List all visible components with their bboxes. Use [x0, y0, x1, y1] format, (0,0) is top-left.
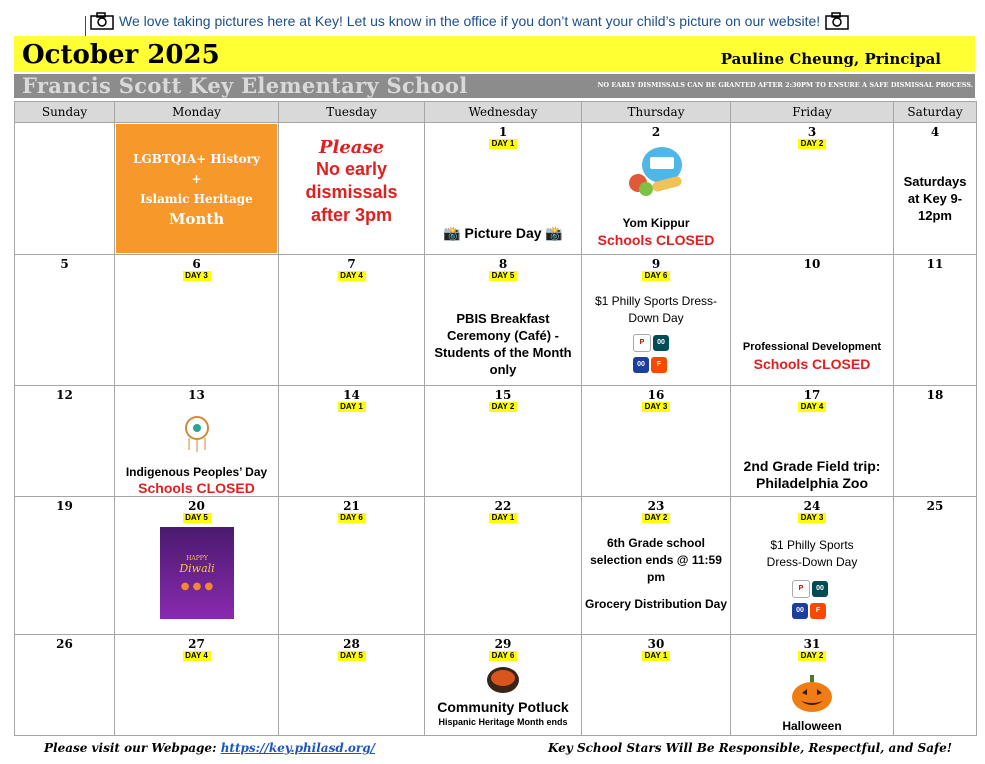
day-number: 31 [803, 637, 821, 651]
day-cycle-badge: DAY 6 [642, 271, 670, 281]
day-cell [15, 386, 115, 497]
weekday-header: Tuesday [279, 102, 425, 123]
potluck-pot-icon [485, 665, 521, 695]
day-number: 18 [926, 388, 944, 402]
day-cycle-badge: DAY 4 [798, 402, 826, 412]
event-text: Community Potluck [437, 699, 569, 715]
day-number: 15 [494, 388, 512, 402]
principal-name: Pauline Cheung, Principal [720, 50, 941, 68]
day-cell [115, 386, 279, 497]
day-number: 25 [926, 499, 944, 513]
day-cell [582, 386, 731, 497]
camera-icon [824, 11, 850, 31]
day-number: 4 [930, 125, 940, 139]
day-cycle-badge: DAY 2 [489, 402, 517, 412]
day-cell [425, 635, 582, 736]
camera-icon [89, 11, 115, 31]
day-number: 8 [498, 257, 508, 271]
day-cell [15, 255, 115, 386]
weekday-header: Monday [115, 102, 279, 123]
day-cell [731, 123, 894, 255]
footer-webpage [44, 741, 375, 755]
weekday-header: Friday [731, 102, 894, 123]
event-text: Yom Kippur [622, 216, 690, 230]
day-number: 10 [803, 257, 821, 271]
weekday-header: Sunday [15, 102, 115, 123]
event-text: PBIS Breakfast Ceremony (Café) - Students of the Month only [434, 311, 572, 377]
day-number: 9 [651, 257, 661, 271]
footer-webpage-label: Please visit our Webpage: [44, 741, 221, 755]
weekday-header: Thursday [582, 102, 731, 123]
day-cell [894, 386, 977, 497]
day-number: 16 [647, 388, 665, 402]
day-cell [731, 255, 894, 386]
heritage-text: + [191, 171, 202, 186]
photo-notice [85, 8, 885, 34]
day-number: 20 [188, 499, 205, 513]
day-number: 1 [498, 125, 508, 139]
day-cycle-badge: DAY 5 [183, 513, 211, 523]
day-cell [894, 255, 977, 386]
week-row [15, 255, 977, 386]
day-number: 6 [192, 257, 201, 271]
day-cell [425, 123, 582, 255]
day-cell [894, 497, 977, 635]
closed-text: Schools CLOSED [597, 232, 715, 248]
day-cycle-badge: DAY 6 [489, 651, 517, 661]
day-cell [582, 123, 731, 255]
week-row [15, 497, 977, 635]
photo-notice-text: We love taking pictures here at Key! Let us know in the office if you don’t want your child’s picture on our website! [119, 13, 821, 29]
day-cycle-badge: DAY 5 [338, 651, 366, 661]
week-row [15, 123, 977, 255]
day-number: 2 [651, 125, 661, 139]
day-cell [279, 123, 425, 255]
day-cell [425, 386, 582, 497]
closed-text: Schools CLOSED [138, 480, 255, 496]
dreamcatcher-icon [179, 414, 215, 454]
day-cell [582, 497, 731, 635]
weekday-header: Wednesday [425, 102, 582, 123]
day-cell [115, 123, 279, 255]
day-cycle-badge: DAY 2 [798, 139, 826, 149]
day-cell [279, 386, 425, 497]
event-text: Indigenous Peoples’ Day [125, 465, 268, 479]
diwali-text: HAPPY [186, 554, 208, 562]
day-number: 24 [803, 499, 821, 513]
day-cell [582, 255, 731, 386]
day-number: 19 [56, 499, 73, 513]
day-cell [425, 497, 582, 635]
month-title: October 2025 [22, 40, 220, 70]
day-cell [15, 635, 115, 736]
day-number: 26 [56, 637, 73, 651]
jerseys-icon: P 0000 F [791, 577, 831, 620]
no-early-text: dismissals [305, 182, 398, 202]
no-early-text: No early [315, 159, 388, 179]
day-cell [731, 386, 894, 497]
day-cell [115, 635, 279, 736]
event-text: Grocery Distribution Day [584, 597, 728, 611]
day-cycle-badge: DAY 3 [642, 402, 670, 412]
calendar-grid [14, 101, 977, 736]
day-number: 7 [347, 257, 356, 271]
day-number: 14 [343, 388, 360, 402]
day-number: 3 [807, 125, 817, 139]
empty-day-cell [15, 123, 115, 255]
empty-day-cell [894, 635, 977, 736]
diya-icon: ● ● ● [180, 580, 214, 592]
day-number: 28 [343, 637, 360, 651]
day-number: 21 [343, 499, 360, 513]
day-cycle-badge: DAY 1 [642, 651, 670, 661]
day-number: 27 [188, 637, 205, 651]
day-number: 23 [647, 499, 665, 513]
day-cycle-badge: DAY 2 [798, 651, 826, 661]
footer-motto: Key School Stars Will Be Responsible, Respectful, and Safe! [548, 741, 953, 755]
pumpkin-icon [790, 675, 834, 713]
day-cell [15, 497, 115, 635]
no-early-text: after 3pm [310, 205, 393, 225]
day-cycle-badge: DAY 3 [183, 271, 211, 281]
yom-kippur-icon [624, 143, 688, 203]
diwali-image [160, 527, 234, 619]
event-text: Professional Development [742, 341, 882, 353]
day-number: 29 [494, 637, 512, 651]
day-number: 11 [926, 257, 944, 271]
day-cycle-badge: DAY 4 [183, 651, 211, 661]
weekday-header: Saturday [894, 102, 977, 123]
event-text: 2nd Grade Field trip: Philadelphia Zoo [743, 458, 881, 491]
day-cycle-badge: DAY 5 [489, 271, 517, 281]
heritage-text: Islamic Heritage [140, 191, 253, 206]
day-cycle-badge: DAY 6 [338, 513, 366, 523]
event-text: 📸 Picture Day 📸 [443, 225, 563, 241]
jerseys-icon: P 0000 F [632, 331, 672, 374]
school-name: Francis Scott Key Elementary School [22, 73, 468, 98]
day-cell [279, 255, 425, 386]
day-number: 5 [60, 257, 69, 271]
heritage-text: Month [168, 209, 225, 228]
day-cycle-badge: DAY 1 [489, 513, 517, 523]
day-cycle-badge: DAY 1 [338, 402, 366, 412]
week-row [15, 386, 977, 497]
heritage-month-banner [116, 124, 277, 253]
day-cell [115, 255, 279, 386]
day-cell [279, 635, 425, 736]
day-cycle-badge: DAY 2 [642, 513, 670, 523]
day-cell [894, 123, 977, 255]
day-number: 17 [803, 388, 821, 402]
event-text: Saturdays at Key 9-12pm [903, 174, 967, 223]
closed-text: Schools CLOSED [753, 356, 871, 372]
diwali-text: Diwali [179, 561, 215, 575]
heritage-text: LGBTQIA+ History [133, 151, 260, 166]
school-website-link[interactable]: https://key.philasd.org/ [220, 741, 375, 755]
event-text: 6th Grade school selection ends @ 11:59 pm [590, 536, 722, 584]
week-row [15, 635, 977, 736]
day-cycle-badge: DAY 3 [798, 513, 826, 523]
dismissal-note: NO EARLY DISMISSALS CAN BE GRANTED AFTER 2:30PM TO ENSURE A SAFE DISMISSAL PROCESS. [597, 81, 973, 89]
please-text: Please [318, 137, 385, 158]
event-text: Halloween [782, 719, 842, 733]
event-text: $1 Philly Sports Dress-Down Day [594, 294, 718, 325]
day-number: 13 [188, 388, 205, 402]
day-cycle-badge: DAY 4 [338, 271, 366, 281]
event-text: $1 Philly Sports Dress-Down Day [766, 538, 858, 569]
no-early-dismissal-note [281, 137, 422, 227]
day-number: 30 [647, 637, 665, 651]
day-cell [115, 497, 279, 635]
day-number: 22 [494, 499, 512, 513]
day-cell [731, 497, 894, 635]
day-cell [731, 635, 894, 736]
day-number: 12 [56, 388, 73, 402]
day-cycle-badge: DAY 1 [489, 139, 517, 149]
event-text: Hispanic Heritage Month ends [438, 717, 568, 727]
divider [85, 16, 86, 38]
weekday-header-row [15, 102, 977, 123]
day-cell [279, 497, 425, 635]
day-cell [425, 255, 582, 386]
day-cell [582, 635, 731, 736]
